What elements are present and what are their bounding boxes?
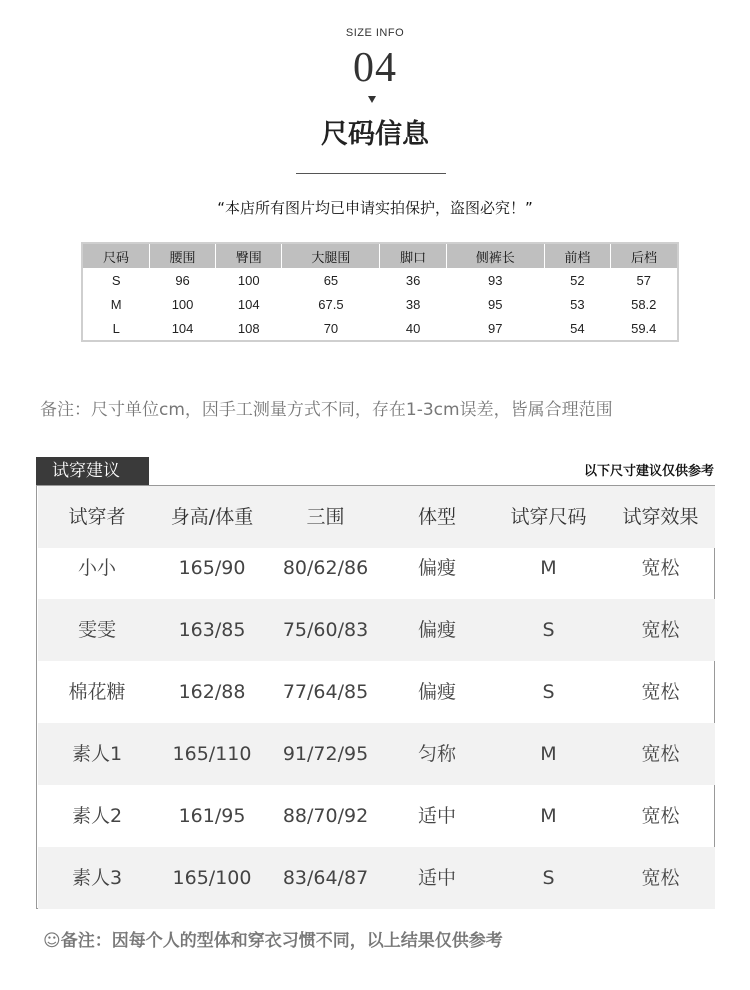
tryon-col-header: 体型: [417, 506, 456, 528]
tryon-cell: 雯雯: [77, 619, 116, 641]
tryon-cell: 88/70/92: [282, 805, 369, 827]
tryon-cell: 宽松: [641, 867, 680, 889]
tryon-col-header: 试穿效果: [622, 506, 699, 528]
size-col-header: 大腿围: [282, 243, 380, 268]
tryon-cell: 宽松: [641, 805, 680, 827]
size-cell: 100: [237, 272, 260, 288]
tryon-row: [38, 785, 715, 847]
size-cell: M: [110, 296, 122, 312]
size-cell: 40: [405, 320, 421, 336]
size-cell: 95: [488, 296, 503, 312]
size-cell: 53: [570, 296, 585, 312]
tryon-cell: 匀称: [417, 743, 456, 765]
tryon-cell: S: [542, 681, 555, 703]
page-title: 尺码信息: [321, 119, 429, 150]
size-col-header: 后档: [611, 243, 679, 268]
tryon-cell: S: [542, 867, 555, 889]
tryon-col-header: 身高/体重: [170, 506, 254, 528]
title-divider: [296, 173, 446, 174]
tryon-cell: 163/85: [178, 619, 246, 641]
size-col-header: 臀围: [216, 243, 282, 268]
size-cell: 36: [405, 272, 421, 288]
tryon-cell: 小小: [77, 557, 116, 579]
tryon-row: [38, 599, 715, 661]
tryon-cell: S: [542, 619, 555, 641]
tryon-cell: 80/62/86: [282, 557, 369, 579]
tryon-col-header: 三围: [306, 506, 345, 528]
tryon-reference-note: 以下尺寸建议仅供参考: [583, 464, 714, 479]
size-cell: 96: [175, 272, 190, 288]
tryon-cell: M: [540, 557, 557, 579]
size-cell: 104: [237, 296, 260, 312]
tryon-cell: 77/64/85: [282, 681, 369, 703]
tryon-cell: 适中: [417, 867, 456, 889]
tryon-cell: M: [540, 743, 557, 765]
size-col-header: 前档: [544, 243, 610, 268]
tryon-cell: 165/90: [178, 557, 246, 579]
tryon-cell: 素人3: [71, 867, 123, 889]
tryon-cell: 偏瘦: [417, 619, 456, 641]
size-cell: 65: [323, 272, 339, 288]
size-row: [82, 316, 678, 341]
size-cell: 97: [488, 320, 503, 336]
size-table: [81, 242, 679, 342]
section-number: 04: [353, 45, 397, 91]
size-cell: 108: [237, 320, 260, 336]
size-cell: S: [111, 272, 121, 288]
tryon-cell: 素人2: [71, 805, 123, 827]
tryon-cell: 宽松: [641, 743, 680, 765]
size-cell: 38: [405, 296, 421, 312]
tryon-cell: 适中: [417, 805, 456, 827]
tryon-cell: 162/88: [178, 681, 246, 703]
tryon-cell: 宽松: [641, 557, 680, 579]
fit-footnote: ☺备注：因每个人的型体和穿衣习惯不同，以上结果仅供参考: [43, 931, 503, 951]
size-row: [82, 292, 678, 316]
tryon-cell: 165/100: [172, 867, 252, 889]
size-table-header: [82, 243, 678, 268]
size-row: [82, 268, 678, 292]
size-col-header: 尺码: [82, 243, 149, 268]
tryon-cell: 91/72/95: [282, 743, 369, 765]
tryon-cell: 宽松: [641, 619, 680, 641]
size-cell: 52: [570, 272, 585, 288]
size-cell: 58.2: [631, 296, 657, 312]
tryon-row: [38, 847, 715, 909]
measurement-remark: 备注：尺寸单位cm，因手工测量方式不同，存在1-3cm误差，皆属合理范围: [40, 400, 613, 420]
size-cell: 59.4: [631, 320, 657, 336]
size-col-header: 腰围: [149, 243, 215, 268]
tryon-table: [36, 485, 715, 909]
tryon-row: [38, 723, 715, 785]
tryon-cell: 偏瘦: [417, 557, 456, 579]
tryon-cell: 165/110: [172, 743, 252, 765]
tryon-col-header: 试穿者: [68, 506, 126, 528]
tryon-cell: 宽松: [641, 681, 680, 703]
size-cell: 54: [570, 320, 585, 336]
size-cell: 104: [171, 320, 194, 336]
size-info-label: SIZE INFO: [345, 27, 405, 39]
size-cell: 93: [488, 272, 503, 288]
size-col-header: 脚口: [380, 243, 446, 268]
size-cell: 70: [323, 320, 339, 336]
size-cell: 57: [636, 272, 651, 288]
tryon-cell: 素人1: [71, 743, 123, 765]
tryon-row: [38, 537, 715, 599]
tryon-section-tag: 试穿建议: [36, 457, 149, 485]
copyright-notice: “本店所有图片均已申请实拍保护，盗图必究！”: [217, 199, 533, 217]
size-col-header: 侧裤长: [446, 243, 544, 268]
tryon-cell: 75/60/83: [282, 619, 369, 641]
tryon-cell: 161/95: [178, 805, 246, 827]
tryon-cell: 偏瘦: [417, 681, 456, 703]
tryon-col-header: 试穿尺码: [510, 506, 587, 528]
size-cell: 67.5: [318, 296, 344, 312]
down-arrow-icon: [368, 96, 376, 103]
tryon-cell: M: [540, 805, 557, 827]
tryon-cell: 棉花糖: [68, 681, 126, 703]
tryon-cell: 83/64/87: [282, 867, 369, 889]
size-cell: 100: [171, 296, 194, 312]
size-cell: L: [112, 320, 120, 336]
tryon-row: [38, 661, 715, 723]
